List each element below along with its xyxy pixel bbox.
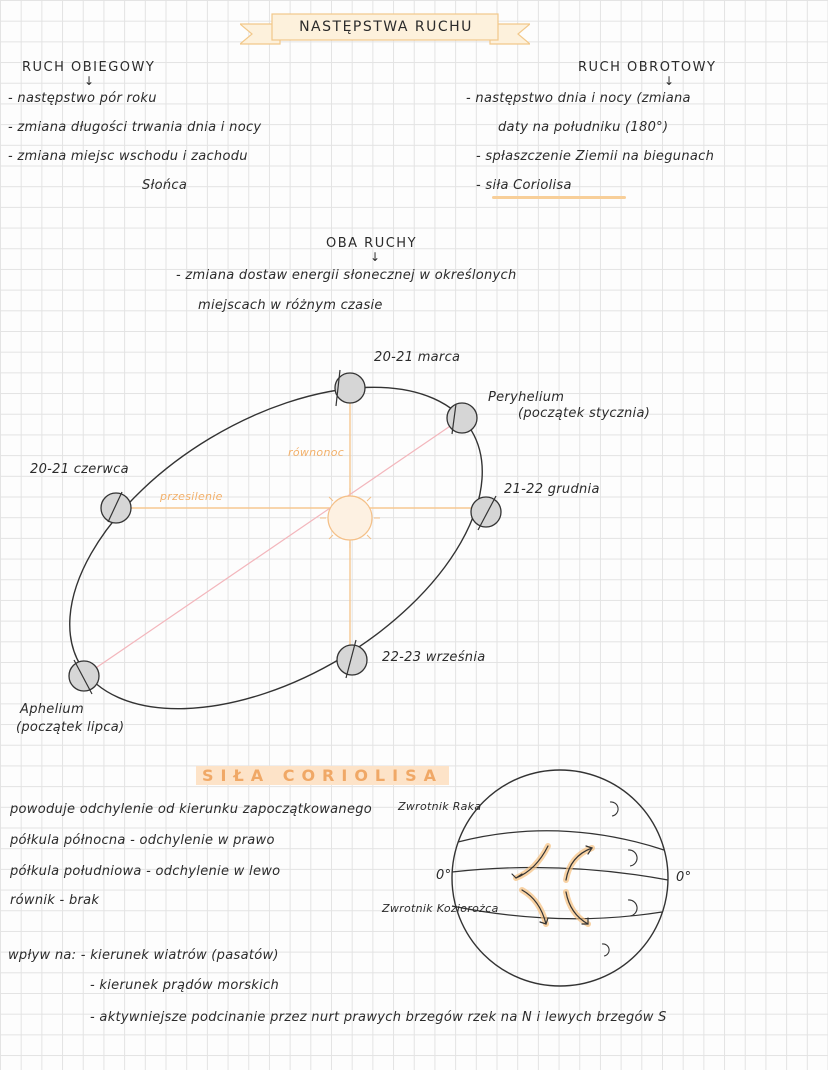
list-item: - następstwo dnia i nocy (zmiana xyxy=(466,91,691,106)
label-june: 20-21 czerwca xyxy=(30,462,129,477)
list-item: - zmiana długości trwania dnia i nocy xyxy=(8,120,262,135)
label-aphelion: Aphelium xyxy=(20,702,84,717)
list-item: daty na południku (180°) xyxy=(498,120,669,135)
coriolis-line: powoduje odchylenie od kierunku zapoczątkowanego xyxy=(10,802,373,817)
coriolis-heading: SIŁA CORIOLISA xyxy=(196,766,449,785)
list-item: miejscach w różnym czasie xyxy=(198,298,383,313)
label-rownonoc: równonoc xyxy=(288,446,345,459)
label-december: 21-22 grudnia xyxy=(504,482,600,497)
list-item: - zmiana miejsc wschodu i zachodu xyxy=(8,149,248,164)
ruch-obrotowy-heading: RUCH OBROTOWY xyxy=(578,60,717,75)
label-zwrotnik-koziorozca: Zwrotnik Koziorożca xyxy=(382,902,499,915)
wplyw-line: wpływ na: - kierunek wiatrów (pasatów) xyxy=(8,948,279,963)
label-degree-left: 0° xyxy=(436,868,452,883)
down-arrow-icon: ↓ xyxy=(370,250,381,264)
list-item: - spłaszczenie Ziemii na biegunach xyxy=(476,149,715,164)
coriolis-line: półkula północna - odchylenie w prawo xyxy=(10,833,275,848)
rotation-ccw-icon xyxy=(628,850,637,866)
down-arrow-icon: ↓ xyxy=(664,74,675,88)
tropic-cancer-line xyxy=(458,831,664,850)
label-zwrotnik-raka: Zwrotnik Raka xyxy=(398,800,482,813)
label-przesilenie: przesilenie xyxy=(160,490,223,503)
list-item: - siła Coriolisa xyxy=(476,178,572,193)
coriolis-line: półkula południowa - odchylenie w lewo xyxy=(10,864,281,879)
wplyw-line: - aktywniejsze podcinanie przez nurt prawych brzegów rzek na N i lewych brzegów S xyxy=(90,1010,667,1025)
coriolis-line: równik - brak xyxy=(10,893,100,908)
page-title: NASTĘPSTWA RUCHU xyxy=(299,19,473,35)
globe-outline xyxy=(452,770,668,986)
label-perihelion-note: (początek stycznia) xyxy=(518,406,651,421)
equator-line xyxy=(452,868,668,881)
oba-ruchy-heading: OBA RUCHY xyxy=(326,236,418,251)
list-item: Słońca xyxy=(142,178,188,193)
down-arrow-icon: ↓ xyxy=(84,74,95,88)
rotation-ccw-icon xyxy=(628,900,637,916)
rotation-ccw-icon xyxy=(602,944,609,956)
label-degree-right: 0° xyxy=(676,870,692,885)
label-perihelion: Peryhelium xyxy=(488,390,565,405)
label-march: 20-21 marca xyxy=(374,350,461,365)
list-item: - zmiana dostaw energii słonecznej w określonych xyxy=(176,268,517,283)
rotation-ccw-icon xyxy=(610,802,618,816)
list-item: - następstwo pór roku xyxy=(8,91,157,106)
wplyw-line: - kierunek prądów morskich xyxy=(90,978,280,993)
ruch-obiegowy-heading: RUCH OBIEGOWY xyxy=(22,60,156,75)
label-september: 22-23 września xyxy=(382,650,486,665)
label-aphelion-note: (początek lipca) xyxy=(16,720,125,735)
